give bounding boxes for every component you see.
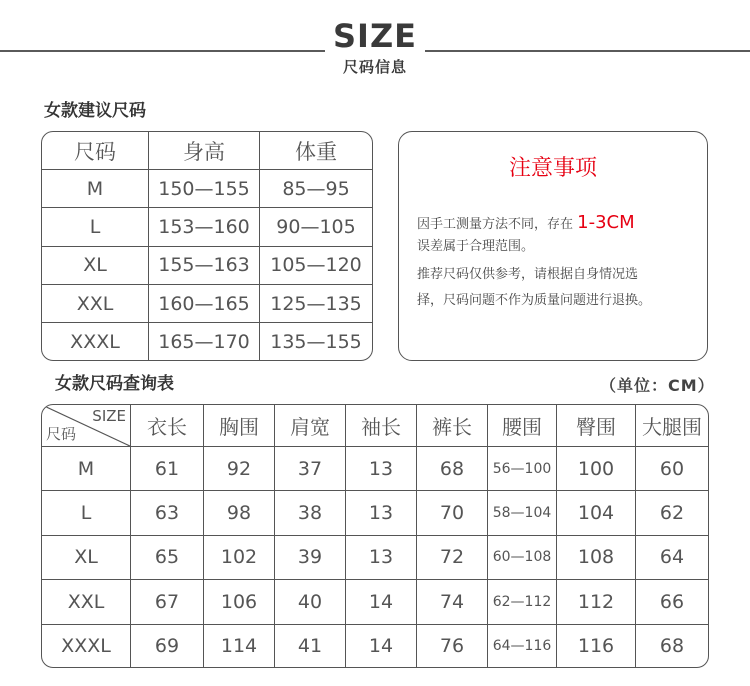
table-row (42, 323, 372, 360)
weight-cell: 90—105 (260, 208, 372, 246)
notice-line-1 (417, 214, 635, 234)
value-cell: 100 (557, 447, 636, 491)
value-cell: 72 (417, 536, 488, 580)
value-cell: 112 (557, 580, 636, 624)
header-cell: 裤长 (417, 405, 488, 447)
value-cell: 64 (636, 536, 708, 580)
table-row (42, 536, 708, 580)
corner-size-label: SIZE (92, 407, 126, 425)
notice-line-4: 择，尺码问题不作为质量问题进行退换。 (417, 293, 652, 308)
notice-box (398, 131, 708, 361)
notice-title: 注意事项 (508, 156, 597, 181)
header-cell: 大腿围 (636, 405, 708, 447)
value-cell: 13 (346, 447, 417, 491)
table-row (42, 491, 708, 535)
value-cell: 62—112 (488, 580, 557, 624)
size-cell: XXL (42, 580, 131, 624)
header-cell: 袖长 (346, 405, 417, 447)
recommended-size-table (41, 131, 373, 361)
value-cell: 63 (131, 491, 204, 535)
size-cell: XXL (42, 285, 149, 323)
value-cell: 68 (417, 447, 488, 491)
value-cell: 69 (131, 625, 204, 668)
value-cell: 37 (275, 447, 346, 491)
size-cell: XXXL (42, 323, 149, 360)
value-cell: 68 (659, 634, 685, 657)
header-cell: 肩宽 (275, 405, 346, 447)
weight-cell: 125—135 (260, 285, 372, 323)
header-cell: 胸围 (204, 405, 275, 447)
corner-cell (42, 405, 131, 447)
value-cell: 65 (131, 536, 204, 580)
notice-line-3: 推荐尺码仅供参考，请根据自身情况选 (417, 267, 639, 282)
value-cell: 62 (636, 491, 708, 535)
height-cell: 155—163 (149, 247, 260, 285)
value-cell: 66 (636, 580, 708, 624)
table-row (42, 285, 372, 323)
notice-line-2: 误差属于合理范围。 (417, 239, 535, 254)
value-cell: 39 (275, 536, 346, 580)
value-cell: 13 (346, 491, 417, 535)
size-cell: L (42, 491, 131, 535)
value-cell: 116 (557, 625, 636, 668)
size-cell: M (42, 170, 149, 208)
unit-label: （单位：CM） (600, 376, 715, 395)
table-header-row (42, 132, 372, 170)
header-cell: 体重 (260, 132, 372, 170)
size-cell: L (42, 208, 149, 246)
weight-cell: 105—120 (260, 247, 372, 285)
header-cell: 尺码 (42, 132, 149, 170)
section1-title: 女款建议尺码 (44, 101, 146, 121)
table-row (42, 447, 708, 491)
value-cell: 56—100 (488, 447, 557, 491)
table-row (42, 247, 372, 285)
table-row (42, 208, 372, 246)
height-cell: 160—165 (149, 285, 260, 323)
height-cell: 165—170 (149, 323, 260, 360)
notice-range: 1-3CM (577, 212, 635, 233)
value-cell: 58—104 (488, 491, 557, 535)
size-cell: M (42, 447, 131, 491)
weight-cell: 85—95 (260, 170, 372, 208)
value-cell: 60 (636, 447, 708, 491)
header-cell: 臀围 (557, 405, 636, 447)
size-title: SIZE (333, 17, 418, 55)
height-cell: 153—160 (149, 208, 260, 246)
value-cell: 13 (346, 536, 417, 580)
size-cell: XXXL (42, 625, 131, 668)
header-line-left (0, 50, 325, 52)
value-cell: 74 (417, 580, 488, 624)
value-cell: 76 (417, 625, 488, 668)
value-cell: 92 (204, 447, 275, 491)
value-cell: 102 (204, 536, 275, 580)
table-row (42, 580, 708, 624)
value-cell: 114 (204, 625, 275, 668)
size-cell: XL (42, 536, 131, 580)
value-cell: 41 (275, 625, 346, 668)
weight-cell: 135—155 (270, 330, 362, 353)
table-row (42, 170, 372, 208)
size-subtitle: 尺码信息 (342, 58, 407, 76)
value-cell: 67 (131, 580, 204, 624)
header-cell: 身高 (149, 132, 260, 170)
height-cell: 150—155 (149, 170, 260, 208)
value-cell: 106 (204, 580, 275, 624)
value-cell: 104 (557, 491, 636, 535)
header-line-right (425, 50, 750, 52)
value-cell: 61 (131, 447, 204, 491)
value-cell: 38 (275, 491, 346, 535)
header-cell: 腰围 (488, 405, 557, 447)
size-chart-table (41, 404, 709, 668)
value-cell: 98 (204, 491, 275, 535)
value-cell: 64—116 (488, 625, 557, 668)
value-cell: 70 (417, 491, 488, 535)
value-cell: 60—108 (488, 536, 557, 580)
value-cell: 14 (346, 580, 417, 624)
corner-code-label: 尺码 (46, 425, 77, 443)
header-cell: 衣长 (131, 405, 204, 447)
notice-line-1-text: 因手工测量方法不同，存在 (417, 217, 574, 232)
section2-title: 女款尺码查询表 (55, 374, 174, 394)
value-cell: 108 (557, 536, 636, 580)
value-cell: 40 (275, 580, 346, 624)
table-header-row (42, 405, 708, 447)
size-cell: XL (42, 247, 149, 285)
value-cell: 14 (346, 625, 417, 668)
table-row (42, 625, 708, 668)
